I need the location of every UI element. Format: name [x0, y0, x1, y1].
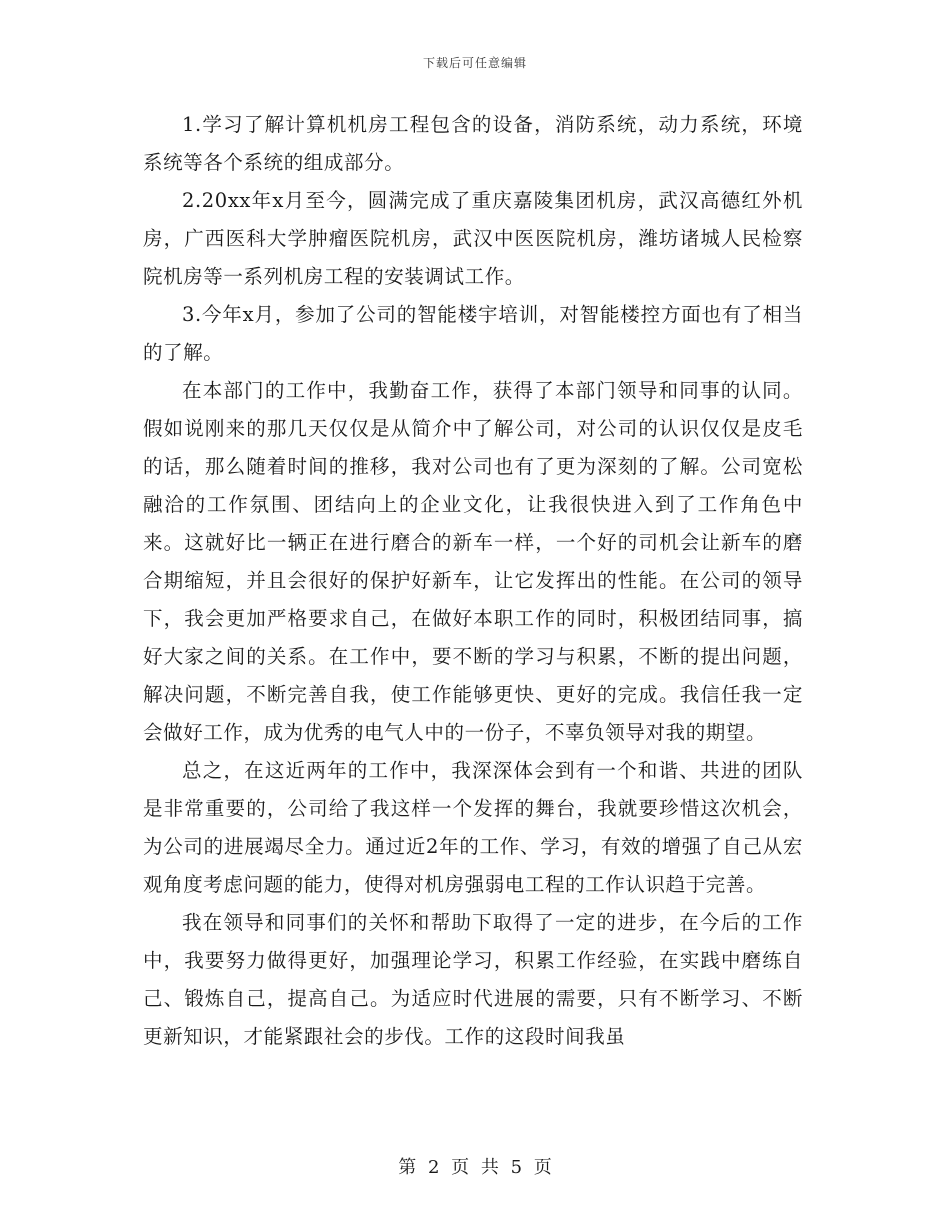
header-note: 下载后可任意编辑	[422, 56, 527, 70]
paragraph-4: 在本部门的工作中，我勤奋工作，获得了本部门领导和同事的认同。假如说刚来的那几天仅仅是从简介中了解公司，对公司的认识仅仅是皮毛的话，那么随着时间的推移，我对公司也有了更为深刻的了解。公司宽松融洽的工作氛围、团结向上的企业文化，让我很快进入到了工作角色中来。这就好比一辆正在进行磨合的新车一样，一个好的司机会让新车的磨合期缩短，并且会很好的保护好新车，让它发挥出的性能。在公司的领导下，我会更加严格要求自己，在做好本职工作的同时，积极团结同事，搞好大家之间的关系。在工作中，要不断的学习与积累，不断的提出问题，解决问题，不断完善自我，使工作能够更快、更好的完成。我信任我一定会做好工作，成为优秀的电气人中的一份子，不辜负领导对我的期望。	[143, 379, 803, 744]
paragraph-1: 1.学习了解计算机机房工程包含的设备，消防系统，动力系统，环境系统等各个系统的组成部分。	[143, 113, 803, 174]
paragraph-3: 3.今年x月，参加了公司的智能楼宇培训，对智能楼控方面也有了相当的了解。	[143, 303, 803, 364]
paragraph-2: 2.20xx年x月至今，圆满完成了重庆嘉陵集团机房，武汉高德红外机房，广西医科大学肿瘤医院机房，武汉中医医院机房，潍坊诸城人民检察院机房等一系列机房工程的安装调试工作。	[143, 189, 803, 288]
document-body	[143, 106, 803, 1056]
paragraph-5: 总之，在这近两年的工作中，我深深体会到有一个和谐、共进的团队是非常重要的，公司给了我这样一个发挥的舞台，我就要珍惜这次机会，为公司的进展竭尽全力。通过近2年的工作、学习，有效的增强了自己从宏观角度考虑问题的能力，使得对机房强弱电工程的工作认识趋于完善。	[143, 759, 803, 896]
paragraph-6: 我在领导和同事们的关怀和帮助下取得了一定的进步，在今后的工作中，我要努力做得更好，加强理论学习，积累工作经验，在实践中磨练自己、锻炼自己，提高自己。为适应时代进展的需要，只有不断学习、不断更新知识，才能紧跟社会的步伐。工作的这段时间我虽	[143, 911, 803, 1048]
page-number: 第 2 页 共 5 页	[398, 1157, 552, 1178]
